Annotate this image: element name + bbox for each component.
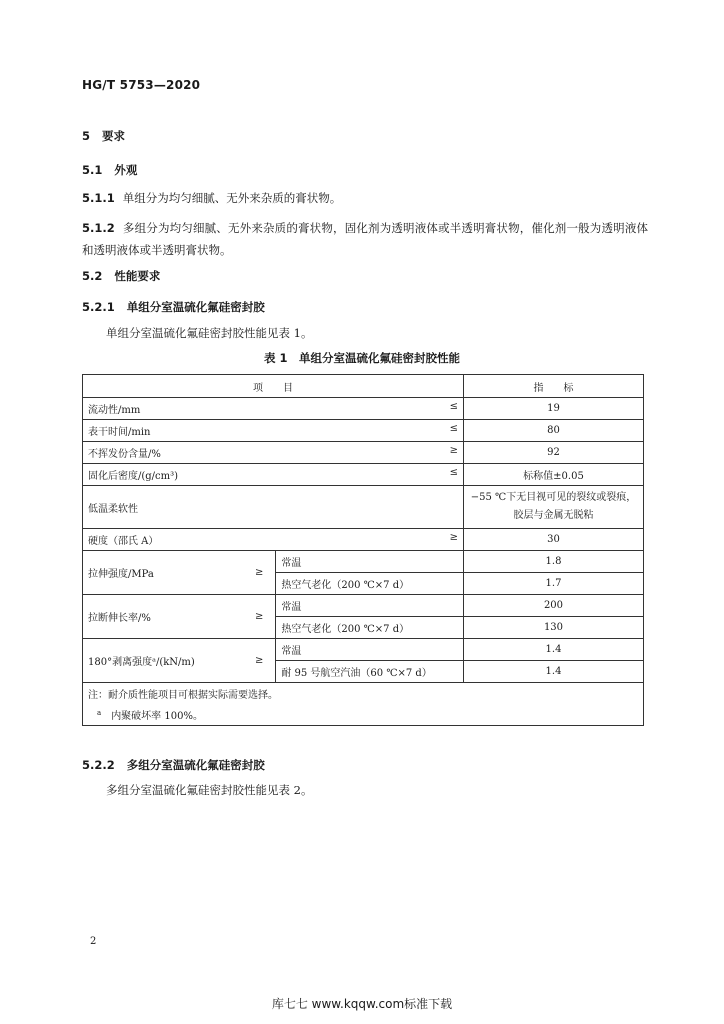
standard-number: HG/T 5753—2020 bbox=[82, 78, 201, 92]
value-cell: 92 bbox=[463, 442, 643, 464]
value-cell bbox=[463, 486, 643, 529]
table-header-row bbox=[83, 375, 644, 398]
value-cell: 200 bbox=[463, 595, 643, 617]
operator: ≤ bbox=[449, 467, 458, 478]
value-cell: 80 bbox=[463, 420, 643, 442]
group-item-cell: 180°剥离强度ᵃ/(kN/m) bbox=[83, 639, 239, 683]
paragraph-5-1-2 bbox=[82, 217, 648, 261]
clause-number: 5.1.1 bbox=[82, 191, 115, 205]
table-1 bbox=[82, 374, 644, 726]
table-row bbox=[83, 551, 644, 573]
table-row bbox=[83, 639, 644, 661]
paragraph-5-2-2: 多组分室温硫化氟硅密封胶性能见表 2。 bbox=[106, 783, 313, 797]
table-row bbox=[83, 420, 644, 442]
section-title: 外观 bbox=[114, 163, 138, 177]
item-label: 硬度（邵氏 A） bbox=[88, 536, 159, 547]
page-number: 2 bbox=[90, 936, 97, 947]
item-label: 表干时间/min bbox=[88, 427, 151, 438]
table-1-caption: 表 1 单组分室温硫化氟硅密封胶性能 bbox=[263, 351, 460, 365]
section-number: 5.2.2 bbox=[82, 758, 115, 772]
section-number: 5.1 bbox=[82, 163, 103, 177]
condition-cell: 热空气老化（200 ℃×7 d） bbox=[276, 573, 464, 595]
table-row bbox=[83, 398, 644, 420]
item-label: 固化后密度/(g/cm³) bbox=[88, 471, 179, 482]
value-line-1: −55 ℃下无目视可见的裂纹或裂痕， bbox=[470, 492, 637, 503]
item-cell bbox=[83, 486, 464, 529]
operator: ≥ bbox=[239, 595, 276, 639]
table-row bbox=[83, 464, 644, 486]
value-cell: 1.4 bbox=[463, 639, 643, 661]
operator: ≥ bbox=[449, 445, 458, 456]
operator: ≥ bbox=[239, 551, 276, 595]
section-5-heading bbox=[82, 128, 125, 144]
clause-text: 多组分为均匀细腻、无外来杂质的膏状物，固化剂为透明液体或半透明膏状物，催化剂一般为透明液体和透明液体或半透明膏状物。 bbox=[82, 221, 648, 257]
condition-cell: 热空气老化（200 ℃×7 d） bbox=[276, 617, 464, 639]
item-label: 低温柔软性 bbox=[88, 503, 138, 515]
item-cell bbox=[83, 442, 464, 464]
value-cell: 19 bbox=[463, 398, 643, 420]
table-row bbox=[83, 595, 644, 617]
item-cell bbox=[83, 464, 464, 486]
footnote-text: 内聚破坏率 100%。 bbox=[111, 711, 203, 722]
section-number: 5.2.1 bbox=[82, 300, 115, 314]
note-text: 注：耐介质性能项目可根据实际需要选择。 bbox=[88, 690, 278, 701]
condition-cell: 常温 bbox=[276, 551, 464, 573]
item-cell bbox=[83, 529, 464, 551]
operator: ≥ bbox=[449, 532, 458, 543]
section-number: 5 bbox=[82, 129, 91, 143]
table-footnote bbox=[83, 704, 644, 726]
value-cell: 1.4 bbox=[463, 661, 643, 683]
table-row bbox=[83, 442, 644, 464]
section-number: 5.2 bbox=[82, 269, 103, 283]
item-cell bbox=[83, 420, 464, 442]
table-row bbox=[83, 486, 644, 529]
condition-cell: 耐 95 号航空汽油（60 ℃×7 d） bbox=[276, 661, 464, 683]
table-row bbox=[83, 529, 644, 551]
section-title: 要求 bbox=[102, 129, 126, 143]
value-cell: 标称值±0.05 bbox=[463, 464, 643, 486]
value-cell: 1.8 bbox=[463, 551, 643, 573]
group-item-cell: 拉伸强度/MPa bbox=[83, 551, 239, 595]
footnote-mark: a bbox=[97, 708, 102, 717]
condition-cell: 常温 bbox=[276, 595, 464, 617]
operator: ≤ bbox=[449, 423, 458, 434]
group-item-cell: 拉断伸长率/% bbox=[83, 595, 239, 639]
section-5-1-heading bbox=[82, 162, 137, 178]
value-cell: 1.7 bbox=[463, 573, 643, 595]
table-note-row bbox=[83, 683, 644, 705]
item-label: 不挥发份含量/% bbox=[88, 449, 161, 460]
clause-number: 5.1.2 bbox=[82, 221, 115, 235]
value-cell: 30 bbox=[463, 529, 643, 551]
operator: ≥ bbox=[239, 639, 276, 683]
footer-watermark: 库七七 www.kqqw.com标准下载 bbox=[271, 997, 453, 1011]
value-cell: 130 bbox=[463, 617, 643, 639]
paragraph-5-2-1: 单组分室温硫化氟硅密封胶性能见表 1。 bbox=[106, 326, 313, 340]
section-5-2-heading bbox=[82, 268, 160, 284]
operator: ≤ bbox=[449, 401, 458, 412]
condition-cell: 常温 bbox=[276, 639, 464, 661]
table-footnote-row bbox=[83, 704, 644, 726]
section-5-2-2-heading bbox=[82, 757, 265, 773]
section-title: 多组分室温硫化氟硅密封胶 bbox=[126, 758, 265, 772]
section-title: 单组分室温硫化氟硅密封胶 bbox=[126, 300, 265, 314]
table-note bbox=[83, 683, 644, 705]
paragraph-5-1-1 bbox=[82, 187, 648, 209]
header-index: 指 标 bbox=[463, 375, 643, 398]
value-line-2: 胶层与金属无脱粘 bbox=[513, 510, 594, 521]
section-title: 性能要求 bbox=[114, 269, 161, 283]
header-item: 项 目 bbox=[83, 375, 464, 398]
item-cell bbox=[83, 398, 464, 420]
clause-text: 单组分为均匀细腻、无外来杂质的膏状物。 bbox=[122, 191, 342, 205]
section-5-2-1-heading bbox=[82, 299, 265, 315]
item-label: 流动性/mm bbox=[88, 405, 141, 416]
